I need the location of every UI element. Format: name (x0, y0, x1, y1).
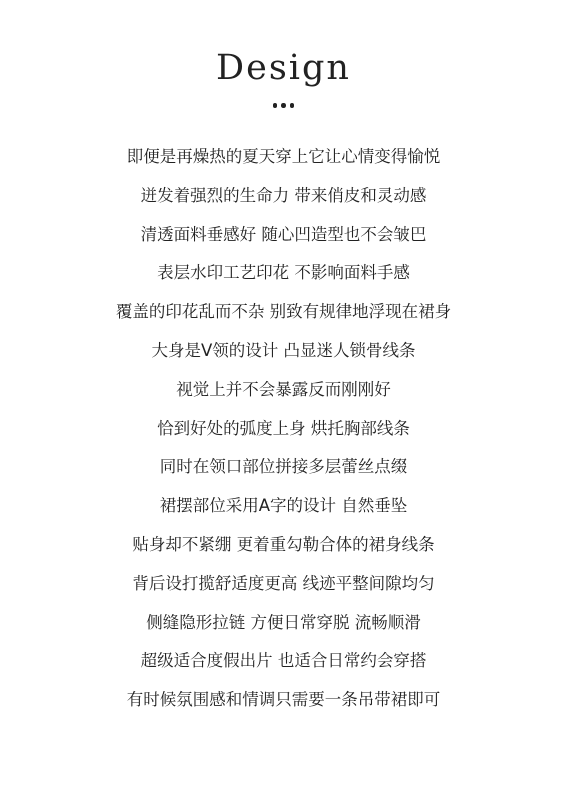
description-line: 有时候氛围感和情调只需要一条吊带裙即可 (126, 690, 441, 710)
description-line: 清透面料垂感好 随心凹造型也不会皱巴 (140, 224, 427, 244)
description-line: 恰到好处的弧度上身 烘托胸部线条 (157, 418, 410, 438)
description-line: 裙摆部位采用A字的设计 自然垂坠 (159, 496, 408, 516)
description-line: 表层水印工艺印花 不影响面料手感 (157, 263, 410, 283)
description-line: 背后设打揽舒适度更高 线迹平整间隙均匀 (132, 573, 435, 593)
description-lines (0, 138, 567, 720)
description-line: 迸发着强烈的生命力 带来俏皮和灵动感 (140, 185, 427, 205)
description-line: 贴身却不紧绷 更着重勾勒合体的裙身线条 (132, 534, 435, 554)
description-line: 同时在领口部位拼接多层蕾丝点缀 (159, 457, 408, 477)
description-line: 侧缝隐形拉链 方便日常穿脱 流畅顺滑 (146, 612, 421, 632)
description-line: 覆盖的印花乱而不杂 别致有规律地浮现在裙身 (115, 302, 452, 322)
ornament-dot (290, 103, 295, 108)
ornament-dot (281, 103, 286, 108)
description-line: 视觉上并不会暴露反而刚刚好 (176, 379, 391, 399)
description-line: 超级适合度假出片 也适合日常约会穿搭 (140, 651, 427, 671)
description-line: 即便是再燥热的夏天穿上它让心情变得愉悦 (126, 147, 441, 166)
page-title: Design (216, 48, 351, 88)
ellipsis-ornament (0, 103, 567, 113)
description-line: 大身是V领的设计 凸显迷人锁骨线条 (151, 340, 416, 360)
ornament-dot (273, 103, 278, 108)
